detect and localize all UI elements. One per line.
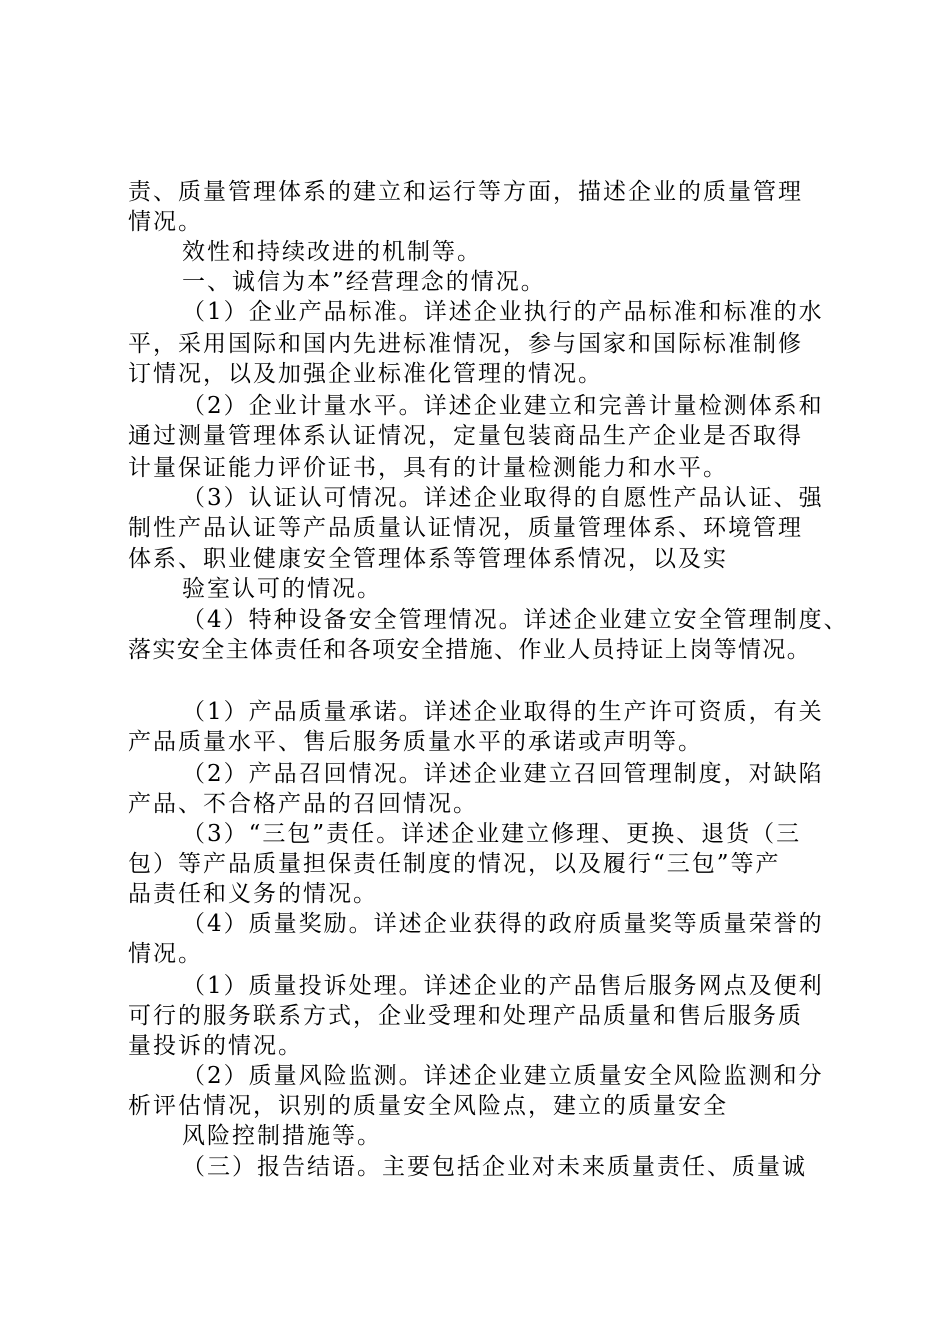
- text-line: 品责任和义务的情况。: [128, 881, 378, 907]
- text-line: 体系、职业健康安全管理体系等管理体系情况，以及实: [128, 546, 728, 572]
- text-line: 一、诚信为本”经营理念的情况。: [182, 269, 546, 295]
- text-line: 计量保证能力评价证书，具有的计量检测能力和水平。: [128, 455, 728, 481]
- text-line: 制性产品认证等产品质量认证情况，质量管理体系、环境管理: [128, 515, 803, 541]
- text-line: （1）产品质量承诺。详述企业取得的生产许可资质，有关: [182, 699, 824, 725]
- text-line: （2）产品召回情况。详述企业建立召回管理制度，对缺陷: [182, 761, 824, 787]
- text-line: 产品质量水平、售后服务质量水平的承诺或声明等。: [128, 729, 703, 755]
- text-line: 通过测量管理体系认证情况，定量包装商品生产企业是否取得: [128, 423, 803, 449]
- text-line: 验室认可的情况。: [182, 576, 382, 602]
- text-line: （1）企业产品标准。详述企业执行的产品标准和标准的水: [182, 299, 824, 325]
- text-line: （三）报告结语。主要包括企业对未来质量责任、质量诚: [182, 1154, 807, 1180]
- text-line: （4）质量奖励。详述企业获得的政府质量奖等质量荣誉的: [182, 911, 824, 937]
- text-line: （1）质量投诉处理。详述企业的产品售后服务网点及便利: [182, 973, 824, 999]
- text-line: 产品、不合格产品的召回情况。: [128, 791, 478, 817]
- text-line: 责、质量管理体系的建立和运行等方面，描述企业的质量管理: [128, 179, 803, 205]
- text-line: 风险控制措施等。: [182, 1123, 382, 1149]
- text-line: 落实安全主体责任和各项安全措施、作业人员持证上岗等情况。: [128, 637, 812, 663]
- text-line: 情况。: [128, 941, 203, 967]
- text-line: 包）等产品质量担保责任制度的情况，以及履行“三包”等产: [128, 851, 781, 877]
- text-line: 析评估情况，识别的质量安全风险点，建立的质量安全: [128, 1093, 728, 1119]
- text-line: （2）企业计量水平。详述企业建立和完善计量检测体系和: [182, 393, 824, 419]
- text-line: 订情况，以及加强企业标准化管理的情况。: [128, 361, 603, 387]
- text-line: 效性和持续改进的机制等。: [182, 239, 482, 265]
- text-line: 平，采用国际和国内先进标准情况，参与国家和国际标准制修: [128, 331, 803, 357]
- text-line: （4）特种设备安全管理情况。详述企业建立安全管理制度、: [182, 607, 849, 633]
- text-line: （2）质量风险监测。详述企业建立质量安全风险监测和分: [182, 1063, 824, 1089]
- text-line: （3）“三包”责任。详述企业建立修理、更换、退货（三: [182, 821, 802, 847]
- text-line: 量投诉的情况。: [128, 1033, 303, 1059]
- text-line: 可行的服务联系方式，企业受理和处理产品质量和售后服务质: [128, 1003, 803, 1029]
- text-line: （3）认证认可情况。详述企业取得的自愿性产品认证、强: [182, 485, 824, 511]
- text-line: 情况。: [128, 209, 203, 235]
